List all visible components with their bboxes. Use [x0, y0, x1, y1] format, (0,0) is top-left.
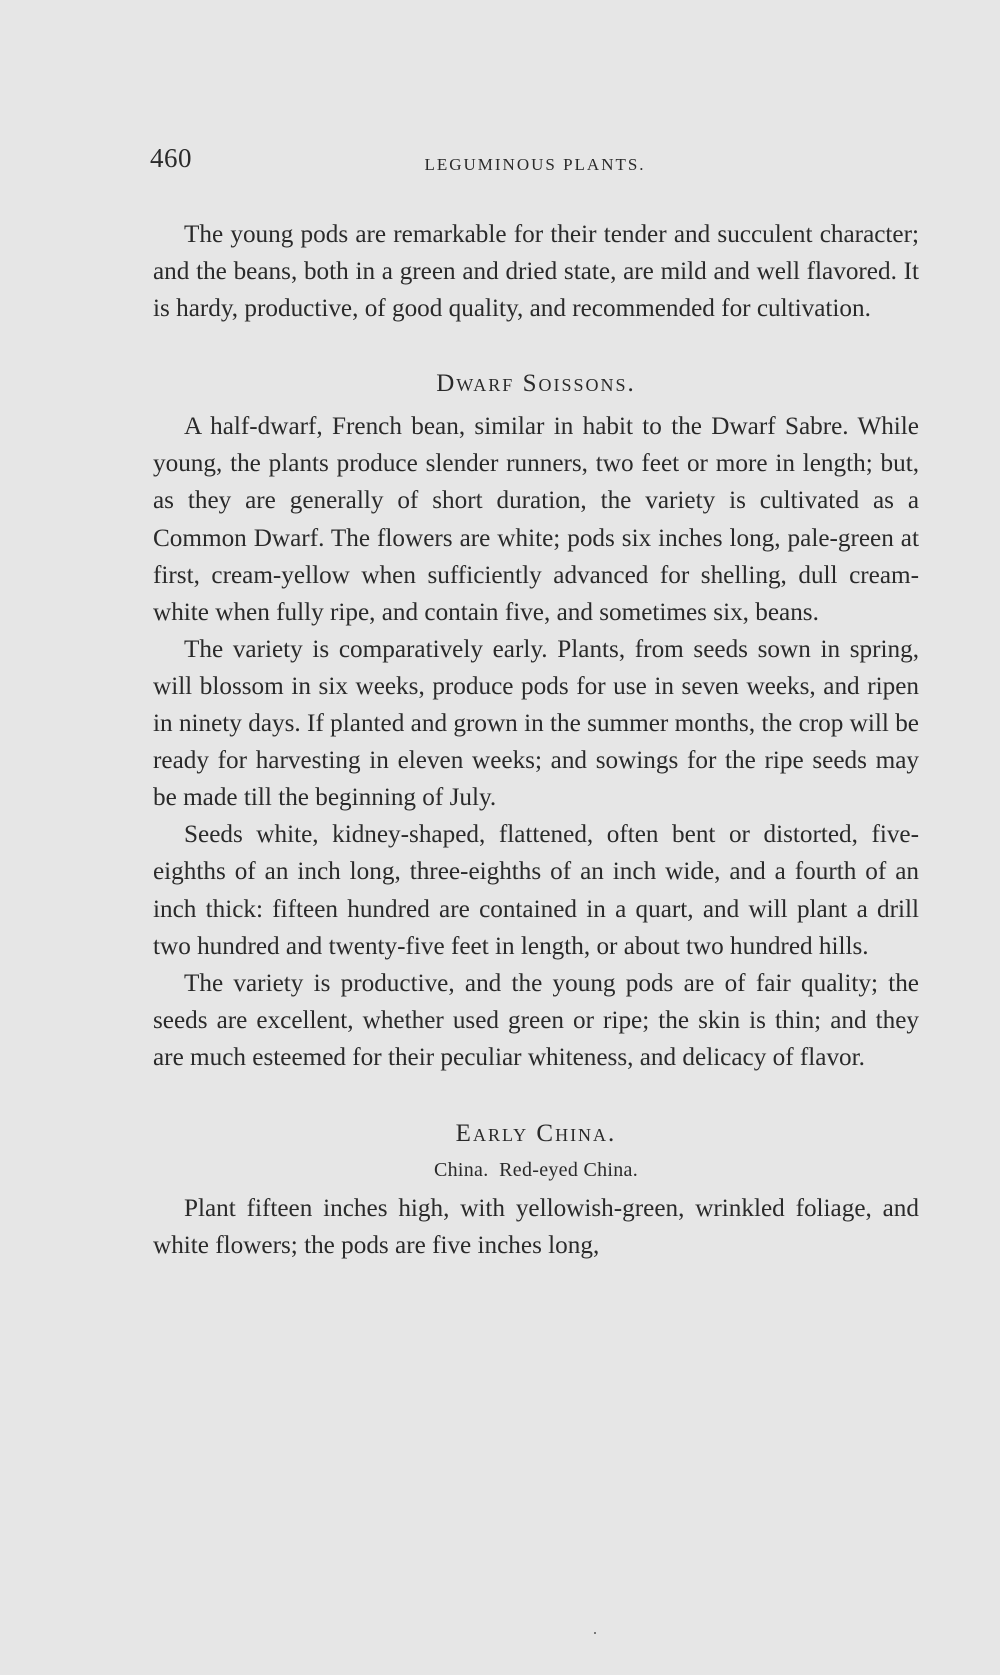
intro-paragraph: The young pods are remarkable for their tender and succulent character; and the beans, both in a green and dried state, are mild and well flavored. It is hardy, productive, of good quality, and recommended for cultivation.	[153, 221, 919, 323]
running-title: LEGUMINOUS PLANTS.	[424, 155, 646, 174]
dwarf-soissons-paragraph: Seeds white, kidney-shaped, flattened, often bent or distorted, five-eighths of an inch long, three-eighths of an inch wide, and a fourth of an inch thick: fifteen hundred are contained in a quart, and will plant a drill two hundred and twenty-five feet in length, or about two hundred hills.	[153, 821, 919, 960]
dwarf-soissons-paragraph: The variety is comparatively early. Plants, from seeds sown in spring, will blossom in six weeks, produce pods for use in seven weeks, and ripen in ninety days. If planted and grown in the summer months, the crop will be ready for harvesting in eleven weeks; and sowings for the ripe seeds may be made till the beginning of July.	[153, 635, 919, 812]
page-header	[150, 143, 920, 183]
synonyms-line: China. Red-eyed China.	[433, 1158, 639, 1181]
section-heading-early-china: Early China.	[455, 1119, 617, 1147]
paper-speck	[594, 1632, 596, 1634]
page-number: 460	[150, 143, 192, 173]
section-heading-dwarf-soissons: Dwarf Soissons.	[436, 370, 636, 398]
early-china-paragraph: Plant fifteen inches high, with yellowish-green, wrinkled foliage, and white flowers; the pods are five inches long,	[153, 1194, 919, 1260]
page-body	[153, 216, 919, 1264]
dwarf-soissons-paragraph: The variety is productive, and the young pods are of fair quality; the seeds are excellent, whether used green or ripe; the skin is thin; and they are much esteemed for their peculiar whiteness, and delicacy of flavor.	[153, 969, 919, 1071]
dwarf-soissons-paragraph: A half-dwarf, French bean, similar in habit to the Dwarf Sabre. While young, the plants produce slender runners, two feet or more in length; but, as they are generally of short duration, the variety is cultivated as a Common Dwarf. The flowers are white; pods six inches long, pale-green at first, cream-yellow when sufficiently advanced for shelling, dull cream-white when fully ripe, and contain five, and sometimes six, beans.	[153, 413, 919, 626]
